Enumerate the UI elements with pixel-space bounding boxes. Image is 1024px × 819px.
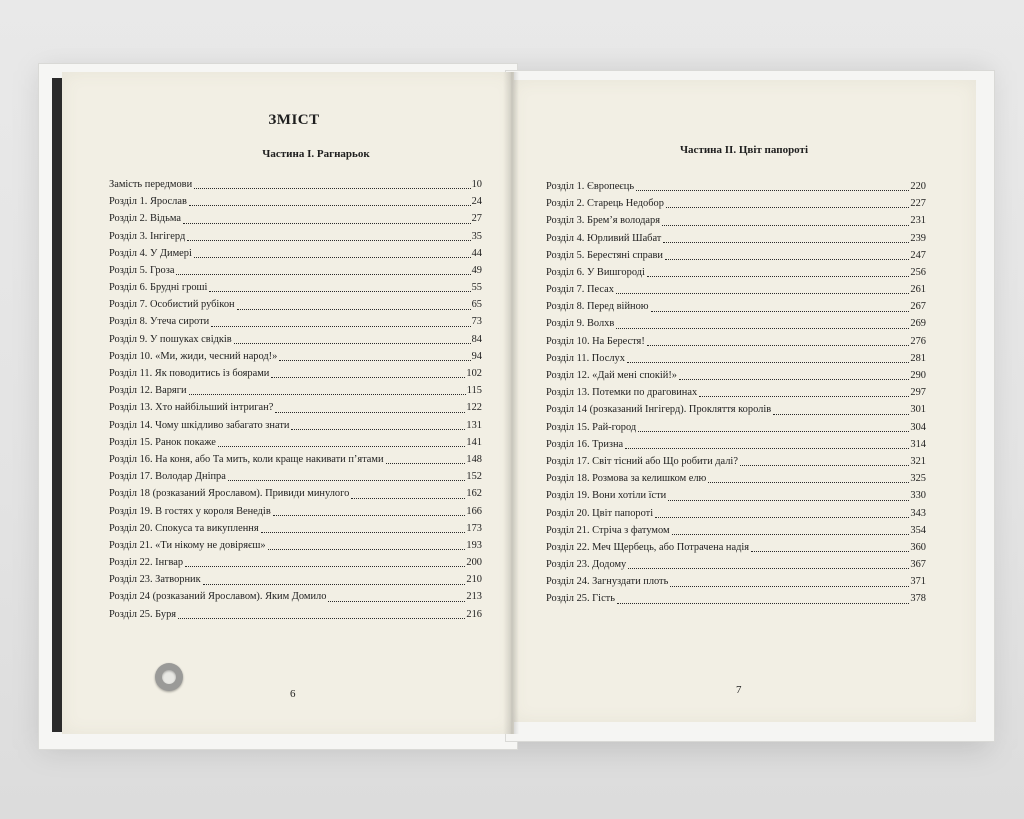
toc-entry-title: Розділ 11. Як поводитись із боярами <box>109 368 270 380</box>
toc-entry-page: 360 <box>910 541 926 553</box>
toc-entry-page: 27 <box>471 213 482 225</box>
toc-entry <box>546 384 926 401</box>
toc-entry <box>546 264 926 281</box>
toc-dot-leader <box>261 532 466 533</box>
toc-entry <box>546 195 926 212</box>
toc-entry <box>109 571 482 588</box>
toc-dot-leader <box>672 534 910 535</box>
toc-entry-title: Розділ 21. Стріча з фатумом <box>546 524 670 536</box>
toc-dot-leader <box>183 223 471 224</box>
toc-entry <box>546 401 926 418</box>
toc-entry-title: Розділ 22. Меч Щербець, або Потрачена надія <box>546 541 750 553</box>
book-gutter <box>503 72 519 734</box>
toc-entry-page: 301 <box>910 404 926 416</box>
toc-dot-leader <box>209 291 470 292</box>
toc-dot-leader <box>194 188 470 189</box>
toc-dot-leader <box>268 549 466 550</box>
toc-entry <box>546 367 926 384</box>
toc-entry-page: 367 <box>910 559 926 571</box>
toc-entry-page: 321 <box>910 455 926 467</box>
toc-entry-page: 325 <box>910 473 926 485</box>
toc-dot-leader <box>651 311 910 312</box>
toc-dot-leader <box>647 276 910 277</box>
toc-entry-page: 102 <box>466 368 482 380</box>
toc-entry <box>109 365 482 382</box>
toc-dot-leader <box>386 463 466 464</box>
toc-entry-title: Розділ 15. Рай-город <box>546 421 637 433</box>
toc-entry <box>546 333 926 350</box>
left-page <box>62 72 514 734</box>
toc-list-part-one <box>109 176 482 623</box>
toc-entry-title: Розділ 3. Брем’я володаря <box>546 215 661 227</box>
toc-entry <box>546 505 926 522</box>
toc-dot-leader <box>279 360 470 361</box>
toc-entry-title: Розділ 11. Послух <box>546 352 625 364</box>
toc-dot-leader <box>271 377 465 378</box>
toc-dot-leader <box>185 566 465 567</box>
toc-entry <box>109 331 482 348</box>
toc-entry-title: Розділ 4. У Димері <box>109 247 192 259</box>
toc-entry <box>109 399 482 416</box>
toc-dot-leader <box>699 396 909 397</box>
toc-entry-page: 210 <box>466 574 482 586</box>
right-page <box>512 80 976 722</box>
toc-entry-page: 115 <box>466 385 482 397</box>
toc-entry-page: 256 <box>910 266 926 278</box>
toc-dot-leader <box>187 240 470 241</box>
toc-entry <box>546 539 926 556</box>
toc-entry-title: Розділ 19. В гостях у короля Венедів <box>109 505 271 517</box>
toc-entry-page: 148 <box>466 453 482 465</box>
toc-dot-leader <box>647 345 910 346</box>
toc-entry-title: Розділ 23. Затворник <box>109 574 201 586</box>
binder-ring <box>155 663 183 691</box>
toc-entry-title: Розділ 24 (розказаний Ярославом). Яким Домило <box>109 591 327 603</box>
toc-entry <box>109 210 482 227</box>
toc-entry-title: Розділ 1. Європеєць <box>546 180 635 192</box>
toc-entry-title: Розділ 6. У Вишгороді <box>546 266 645 278</box>
toc-entry-page: 141 <box>466 436 482 448</box>
toc-entry-title: Розділ 10. «Ми, жиди, чесний народ!» <box>109 350 278 362</box>
toc-entry-page: 354 <box>910 524 926 536</box>
toc-entry-page: 200 <box>466 557 482 569</box>
toc-entry <box>546 230 926 247</box>
toc-entry-page: 73 <box>471 316 482 328</box>
toc-entry-title: Розділ 16. Тризна <box>546 438 624 450</box>
toc-dot-leader <box>194 257 471 258</box>
toc-entry-title: Розділ 22. Інгвар <box>109 557 184 569</box>
toc-entry-page: 44 <box>471 247 482 259</box>
toc-entry-title: Розділ 9. Волхв <box>546 318 615 330</box>
toc-dot-leader <box>665 259 909 260</box>
toc-entry-title: Розділ 5. Гроза <box>109 264 175 276</box>
toc-entry-title: Розділ 16. На коня, або Та мить, коли краще накивати п’ятами <box>109 453 384 465</box>
toc-dot-leader <box>655 517 909 518</box>
toc-entry <box>109 520 482 537</box>
toc-entry <box>546 178 926 195</box>
toc-entry <box>546 247 926 264</box>
toc-entry-title: Розділ 12. Варяги <box>109 385 187 397</box>
toc-entry-title: Розділ 3. Інгігерд <box>109 230 186 242</box>
toc-entry-page: 55 <box>471 282 482 294</box>
toc-entry <box>546 556 926 573</box>
toc-entry-page: 65 <box>471 299 482 311</box>
toc-dot-leader <box>708 482 909 483</box>
toc-entry-title: Розділ 13. Потемки по драговинах <box>546 387 698 399</box>
toc-entry-page: 261 <box>910 284 926 296</box>
toc-entry <box>546 591 926 608</box>
toc-entry <box>109 434 482 451</box>
toc-dot-leader <box>638 431 909 432</box>
toc-entry-title: Розділ 2. Старець Недобор <box>546 198 664 210</box>
part-two-title: Частина II. Цвіт папороті <box>679 144 808 156</box>
toc-dot-leader <box>275 412 465 413</box>
toc-entry-title: Розділ 5. Берестяні справи <box>546 249 663 261</box>
toc-entry <box>109 554 482 571</box>
toc-entry-page: 35 <box>471 230 482 242</box>
toc-dot-leader <box>237 309 471 310</box>
toc-dot-leader <box>740 465 909 466</box>
toc-dot-leader <box>189 205 471 206</box>
toc-entry-title: Розділ 13. Хто найбільший інтриган? <box>109 402 274 414</box>
toc-entry-page: 276 <box>910 335 926 347</box>
toc-dot-leader <box>228 480 466 481</box>
toc-entry-page: 227 <box>910 198 926 210</box>
toc-dot-leader <box>751 551 909 552</box>
toc-dot-leader <box>773 414 909 415</box>
toc-dot-leader <box>291 429 465 430</box>
toc-entry-page: 314 <box>910 438 926 450</box>
toc-entry-title: Розділ 14 (розказаний Інгігерд). Прокляття королів <box>546 404 772 416</box>
toc-entry-page: 84 <box>471 333 482 345</box>
toc-entry-title: Розділ 25. Гість <box>546 593 615 605</box>
toc-entry-title: Розділ 20. Цвіт папороті <box>546 507 654 519</box>
toc-dot-leader <box>218 446 466 447</box>
toc-entry-page: 173 <box>466 522 482 534</box>
toc-entry-page: 330 <box>910 490 926 502</box>
toc-dot-leader <box>189 394 466 395</box>
toc-dot-leader <box>203 584 466 585</box>
toc-entry-page: 281 <box>910 352 926 364</box>
toc-entry-page: 24 <box>471 196 482 208</box>
toc-entry <box>546 470 926 487</box>
toc-entry-title: Розділ 17. Світ тісний або Що робити далі? <box>546 455 738 467</box>
toc-dot-leader <box>662 225 909 226</box>
toc-dot-leader <box>679 379 909 380</box>
toc-entry-title: Розділ 6. Брудні гроші <box>109 282 208 294</box>
toc-entry-page: 267 <box>910 301 926 313</box>
toc-dot-leader <box>351 498 465 499</box>
toc-entry-page: 239 <box>910 232 926 244</box>
toc-entry <box>109 193 482 210</box>
toc-entry <box>109 589 482 606</box>
toc-dot-leader <box>273 515 466 516</box>
toc-dot-leader <box>628 568 909 569</box>
toc-entry-title: Розділ 21. «Ти нікому не довіряєш» <box>109 539 266 551</box>
toc-dot-leader <box>234 343 471 344</box>
toc-entry-title: Замість передмови <box>109 178 193 190</box>
toc-entry-page: 371 <box>910 576 926 588</box>
toc-entry-title: Розділ 20. Спокуса та викуплення <box>109 522 259 534</box>
toc-dot-leader <box>178 618 465 619</box>
toc-entry-title: Розділ 24. Загнуздати плоть <box>546 576 669 588</box>
toc-entry-title: Розділ 8. Утеча сироти <box>109 316 210 328</box>
toc-entry-title: Розділ 2. Відьма <box>109 213 181 225</box>
toc-entry-title: Розділ 18. Розмова за келишком елю <box>546 473 707 485</box>
toc-entry <box>546 436 926 453</box>
toc-entry <box>546 453 926 470</box>
toc-entry-title: Розділ 7. Особистий рубікон <box>109 299 235 311</box>
toc-entry <box>109 503 482 520</box>
toc-dot-leader <box>627 362 909 363</box>
toc-dot-leader <box>211 326 470 327</box>
page-number-left: 6 <box>290 688 296 700</box>
toc-entry <box>546 281 926 298</box>
toc-entry-page: 131 <box>466 419 482 431</box>
toc-entry <box>109 176 482 193</box>
toc-entry-page: 122 <box>466 402 482 414</box>
toc-entry-title: Розділ 23. Додому <box>546 559 627 571</box>
toc-entry <box>109 537 482 554</box>
toc-entry-page: 94 <box>471 350 482 362</box>
toc-entry-page: 378 <box>910 593 926 605</box>
toc-entry <box>546 316 926 333</box>
toc-entry-title: Розділ 14. Чому шкідливо забагато знати <box>109 419 290 431</box>
toc-entry-page: 162 <box>466 488 482 500</box>
toc-entry-page: 304 <box>910 421 926 433</box>
toc-entry <box>109 485 482 502</box>
toc-entry <box>109 228 482 245</box>
toc-entry <box>546 487 926 504</box>
toc-entry-title: Розділ 19. Вони хотіли їсти <box>546 490 667 502</box>
toc-dot-leader <box>328 601 465 602</box>
toc-entry <box>109 451 482 468</box>
toc-entry <box>546 212 926 229</box>
toc-dot-leader <box>176 274 470 275</box>
toc-entry-page: 49 <box>471 264 482 276</box>
toc-entry-page: 166 <box>466 505 482 517</box>
toc-dot-leader <box>668 500 909 501</box>
toc-entry-title: Розділ 7. Песах <box>546 284 614 296</box>
toc-dot-leader <box>663 242 909 243</box>
toc-entry <box>109 382 482 399</box>
toc-entry-title: Розділ 4. Юрливий Шабат <box>546 232 662 244</box>
toc-entry <box>546 298 926 315</box>
toc-entry <box>109 417 482 434</box>
toc-entry-title: Розділ 17. Володар Дніпра <box>109 471 226 483</box>
toc-dot-leader <box>616 293 910 294</box>
toc-entry-title: Розділ 25. Буря <box>109 608 177 620</box>
toc-entry-title: Розділ 1. Ярослав <box>109 196 187 208</box>
toc-list-part-two <box>546 178 926 608</box>
toc-entry-title: Розділ 9. У пошуках свідків <box>109 333 232 345</box>
toc-entry <box>109 296 482 313</box>
toc-entry-page: 247 <box>910 249 926 261</box>
toc-entry <box>546 573 926 590</box>
toc-dot-leader <box>616 328 909 329</box>
toc-entry-page: 213 <box>466 591 482 603</box>
toc-entry <box>109 606 482 623</box>
toc-title: ЗМІСТ <box>268 112 320 128</box>
toc-entry-title: Розділ 15. Ранок покаже <box>109 436 216 448</box>
toc-entry <box>109 348 482 365</box>
toc-entry-page: 343 <box>910 507 926 519</box>
toc-entry-page: 231 <box>910 215 926 227</box>
toc-entry <box>109 245 482 262</box>
toc-entry-page: 193 <box>466 539 482 551</box>
toc-entry <box>546 419 926 436</box>
toc-entry-page: 10 <box>471 178 482 190</box>
part-one-title: Частина I. Рагнарьок <box>262 148 370 160</box>
toc-entry <box>109 314 482 331</box>
toc-entry <box>109 262 482 279</box>
page-number-right: 7 <box>736 684 742 696</box>
toc-entry-page: 152 <box>466 471 482 483</box>
toc-entry-title: Розділ 12. «Дай мені спокій!» <box>546 370 677 382</box>
toc-dot-leader <box>625 448 909 449</box>
toc-entry <box>546 350 926 367</box>
toc-entry-title: Розділ 10. На Берестя! <box>546 335 645 347</box>
toc-entry-title: Розділ 8. Перед війною <box>546 301 649 313</box>
toc-entry <box>109 468 482 485</box>
toc-entry-page: 216 <box>466 608 482 620</box>
toc-dot-leader <box>617 603 909 604</box>
toc-entry-page: 297 <box>910 387 926 399</box>
toc-entry-page: 290 <box>910 370 926 382</box>
toc-entry <box>109 279 482 296</box>
toc-entry-title: Розділ 18 (розказаний Ярославом). Привиди минулого <box>109 488 350 500</box>
toc-entry-page: 220 <box>910 180 926 192</box>
toc-dot-leader <box>666 207 910 208</box>
toc-dot-leader <box>670 586 909 587</box>
toc-dot-leader <box>636 190 909 191</box>
toc-entry-page: 269 <box>910 318 926 330</box>
toc-entry <box>546 522 926 539</box>
